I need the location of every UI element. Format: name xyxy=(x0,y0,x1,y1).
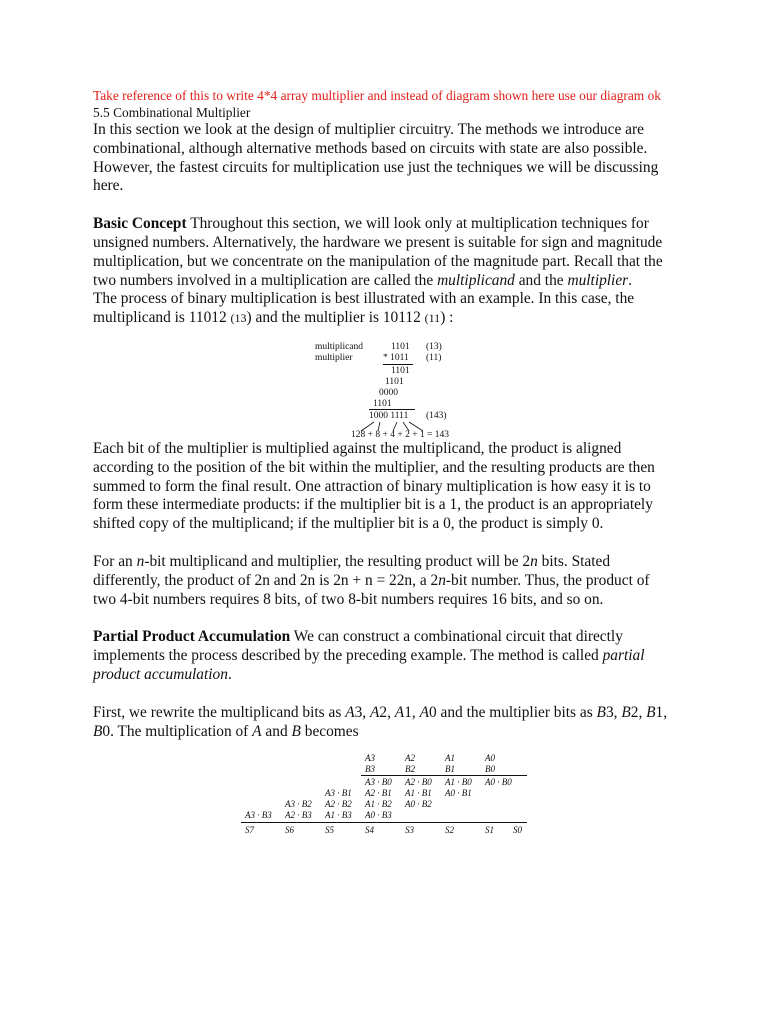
pp-s0: S0 xyxy=(513,825,522,836)
partial-row-3: 0000 xyxy=(379,387,398,398)
each-bit-paragraph: Each bit of the multiplier is multiplied against the multiplicand, the product is aligned according to the position of the bit within the multiplier, and the resulting products are then summed to form the final result. One attraction of binary multiplication is how easy it is to form these intermediate products: if the multiplier bit is a 1, the product is an appropriately shifted copy of the multiplicand; if the multiplier bit is a 0, the product is simply 0. xyxy=(93,439,655,533)
pp-b1: B1 xyxy=(445,764,455,775)
rewrite-paragraph: First, we rewrite the multiplicand bits as A3, A2, A1, A0 and the multiplier bits as B3, B2, B1, B0. The multiplication of A and B becomes xyxy=(93,703,668,740)
pp-a0: A0 xyxy=(485,753,495,764)
pp-s3: S3 xyxy=(405,825,414,836)
document-page xyxy=(93,88,673,841)
pp-s6: S6 xyxy=(285,825,294,836)
pp-b0: B0 xyxy=(485,764,495,775)
partial-row-4: 1101 xyxy=(373,398,392,409)
partial-row-1: 1101 xyxy=(391,365,410,376)
section-title: 5.5 Combinational Multiplier xyxy=(93,105,251,120)
pp-r0-c1: A1 · B0 xyxy=(445,777,472,788)
pp-r1-c0: A0 · B1 xyxy=(445,788,472,799)
pp-r3-c1: A1 · B3 xyxy=(325,810,352,821)
pp-r2-c0: A0 · B2 xyxy=(405,799,432,810)
nbit-paragraph: For an n-bit multiplicand and multiplier, the resulting product will be 2n bits. Stated differently, the product of 2n and 2n is 2n + n = 22n, a 2n-bit number. Thus, the product of two 4-bit numbers requires 8 bits, of two 8-bit numbers requires 16 bits, and so on. xyxy=(93,552,650,608)
pp-r3-c2: A2 · B3 xyxy=(285,810,312,821)
pp-b2: B2 xyxy=(405,764,415,775)
pp-a1: A1 xyxy=(445,753,455,764)
pp-rule-2 xyxy=(241,822,527,823)
multiplication-example-figure xyxy=(93,340,673,440)
pp-r3-c3: A3 · B3 xyxy=(245,810,272,821)
term-partial-product-accumulation: partial product accumulation xyxy=(93,647,645,683)
pp-b3: B3 xyxy=(365,764,375,775)
multiplier-value: * 1011 xyxy=(383,352,409,363)
pp-r3-c0: A0 · B3 xyxy=(365,810,392,821)
example-arrows xyxy=(93,340,673,432)
pp-r2-c2: A2 · B2 xyxy=(325,799,352,810)
term-multiplier: multiplier xyxy=(567,271,629,289)
label-multiplier: multiplier xyxy=(315,352,353,363)
instruction-note: Take reference of this to write 4*4 array multiplier and instead of diagram shown here use our diagram ok xyxy=(93,88,661,103)
pp-s4: S4 xyxy=(365,825,374,836)
basic-concept-heading: Basic Concept xyxy=(93,215,187,233)
basic-concept-paragraph: Basic Concept Throughout this section, we will look only at multiplication techniques for unsigned numbers. Alternatively, the hardware we present is suitable for sign and magnitude multiplication, but we concentrate on the manipulation of the magnitude part. Recall that the two numbers involved in a multiplication are called the multiplicand and the multiplier. xyxy=(93,215,663,289)
partial-product-figure xyxy=(93,751,673,841)
note-multiplicand: (13) xyxy=(426,341,442,352)
multiplicand-value: 1101 xyxy=(391,341,410,352)
note-multiplier: (11) xyxy=(426,352,442,363)
pp-r2-c1: A1 · B2 xyxy=(365,799,392,810)
pp-r2-c3: A3 · B2 xyxy=(285,799,312,810)
process-paragraph: The process of binary multiplication is best illustrated with an example. In this case, the multiplicand is 11012 (13) and the multiplier is 10112 (11) : xyxy=(93,290,635,327)
pp-a3: A3 xyxy=(365,753,375,764)
pp-rule-1 xyxy=(361,775,527,776)
example-sum: 128 + 8 + 4 + 2 + 1 = 143 xyxy=(351,429,450,440)
label-multiplicand: multiplicand xyxy=(315,341,364,352)
pp-r0-c3: A3 · B0 xyxy=(365,777,392,788)
pp-a2: A2 xyxy=(405,753,415,764)
pp-s5: S5 xyxy=(325,825,334,836)
term-multiplicand: multiplicand xyxy=(437,271,515,289)
pp-r1-c1: A1 · B1 xyxy=(405,788,432,799)
pp-s7: S7 xyxy=(245,825,254,836)
note-product: (143) xyxy=(426,410,447,421)
ppa-heading: Partial Product Accumulation xyxy=(93,628,291,646)
pp-r0-c0: A0 · B0 xyxy=(485,777,512,788)
partial-row-2: 1101 xyxy=(385,376,404,387)
pp-r0-c2: A2 · B0 xyxy=(405,777,432,788)
intro-paragraph: In this section we look at the design of multiplier circuitry. The methods we introduce are combinational, although alternative methods based on circuits with state are also possible. However, the fastest circuits for multiplication use just the techniques we will be discussing here. xyxy=(93,121,659,195)
pp-r1-c3: A3 · B1 xyxy=(325,788,352,799)
pp-r1-c2: A2 · B1 xyxy=(365,788,392,799)
product-value: 1000 1111 xyxy=(369,410,409,421)
pp-s1: S1 xyxy=(485,825,494,836)
ppa-paragraph: Partial Product Accumulation We can construct a combinational circuit that directly implements the process described by the preceding example. The method is called partial product accumulation. xyxy=(93,628,645,683)
pp-s2: S2 xyxy=(445,825,454,836)
